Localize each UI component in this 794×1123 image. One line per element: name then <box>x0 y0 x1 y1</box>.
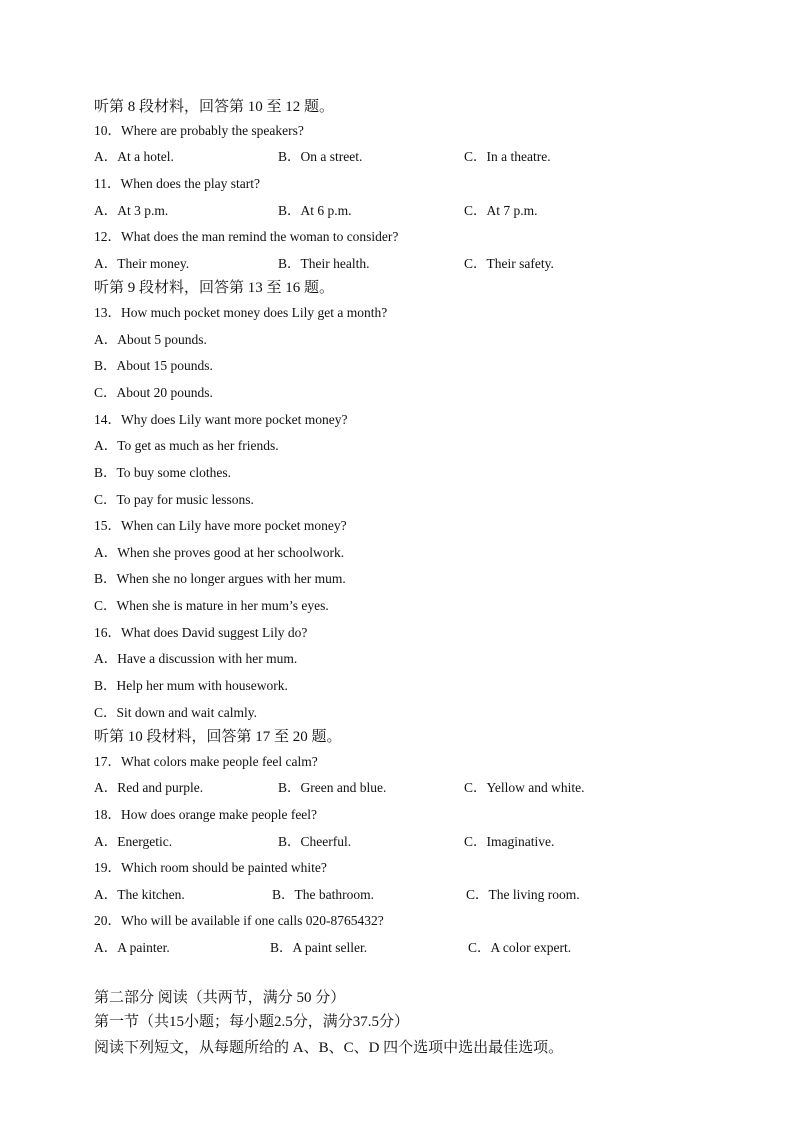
option-c: C．Imaginative. <box>464 834 555 849</box>
option-b: B．The bathroom. <box>272 887 374 902</box>
option-b: B．Help her mum with housework. <box>94 678 288 693</box>
question-10: 10．Where are probably the speakers? <box>94 123 304 138</box>
option-a: A．When she proves good at her schoolwork. <box>94 545 345 560</box>
question-16: 16．What does David suggest Lily do? <box>94 625 308 640</box>
option-a: A．About 5 pounds. <box>94 332 207 347</box>
options-row <box>94 148 714 166</box>
option-a: A．Red and purple. <box>94 780 204 795</box>
option-b: B．On a street. <box>278 149 363 164</box>
option-c: C．A color expert. <box>468 940 572 955</box>
option-b: B．To buy some clothes. <box>94 465 232 480</box>
option-c: C．Their safety. <box>464 256 554 271</box>
option-a: A．The kitchen. <box>94 887 185 902</box>
question-11: 11．When does the play start? <box>94 176 260 191</box>
question-12: 12．What does the man remind the woman to consider? <box>94 229 399 244</box>
question-13: 13．How much pocket money does Lily get a month? <box>94 305 388 320</box>
option-a: A．Their money. <box>94 256 190 271</box>
options-row <box>94 255 714 273</box>
options-row <box>94 886 714 904</box>
option-a: A．At 3 p.m. <box>94 203 169 218</box>
option-b: B．Cheerful. <box>278 834 352 849</box>
section-heading-10: 听第 10 段材料，回答第 17 至 20 题。 <box>94 729 342 745</box>
option-b: B．When she no longer argues with her mum. <box>94 571 346 586</box>
option-c: C．When she is mature in her mum’s eyes. <box>94 598 329 613</box>
question-19: 19．Which room should be painted white? <box>94 860 327 875</box>
options-row <box>94 202 714 220</box>
question-18: 18．How does orange make people feel? <box>94 807 318 822</box>
question-17: 17．What colors make people feel calm? <box>94 754 318 769</box>
option-c: C．Sit down and wait calmly. <box>94 705 257 720</box>
option-b: B．A paint seller. <box>270 940 368 955</box>
option-c: C．About 20 pounds. <box>94 385 213 400</box>
options-row <box>94 939 714 957</box>
section-heading-9: 听第 9 段材料，回答第 13 至 16 题。 <box>94 280 335 296</box>
option-b: B．At 6 p.m. <box>278 203 352 218</box>
option-a: A．Energetic. <box>94 834 173 849</box>
option-c: C．In a theatre. <box>464 149 551 164</box>
section-heading-8: 听第 8 段材料，回答第 10 至 12 题。 <box>94 99 335 115</box>
options-row <box>94 779 714 797</box>
option-a: A．To get as much as her friends. <box>94 438 279 453</box>
option-b: B．Their health. <box>278 256 370 271</box>
question-20: 20．Who will be available if one calls 020-8765432? <box>94 913 384 928</box>
question-15: 15．When can Lily have more pocket money? <box>94 518 347 533</box>
option-c: C．To pay for music lessons. <box>94 492 254 507</box>
option-a: A．A painter. <box>94 940 170 955</box>
options-row <box>94 833 714 851</box>
option-a: A．Have a discussion with her mum. <box>94 651 298 666</box>
reading-instruction: 阅读下列短文，从每题所给的 A、B、C、D 四个选项中选出最佳选项。 <box>94 1040 564 1056</box>
option-c: C．At 7 p.m. <box>464 203 538 218</box>
option-c: C．The living room. <box>466 887 580 902</box>
question-14: 14．Why does Lily want more pocket money? <box>94 412 348 427</box>
part-two-title: 第二部分 阅读（共两节，满分 50 分） <box>94 990 346 1006</box>
option-a: A．At a hotel. <box>94 149 174 164</box>
option-c: C．Yellow and white. <box>464 780 585 795</box>
option-b: B．About 15 pounds. <box>94 358 213 373</box>
section-one-title: 第一节（共15小题；每小题2.5分，满分37.5分） <box>94 1014 410 1030</box>
option-b: B．Green and blue. <box>278 780 387 795</box>
